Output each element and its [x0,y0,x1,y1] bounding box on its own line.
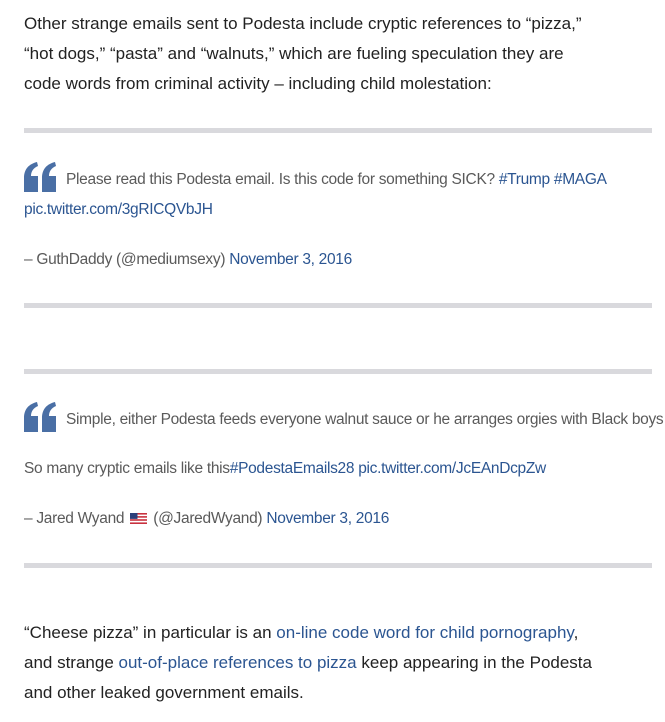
outro-text: , [573,623,579,642]
intro-line-3: code words from criminal activity – including child molestation: [24,74,492,93]
intro-paragraph [24,9,658,99]
tweet-2-text: Simple, either Podesta feeds everyone walnut sauce or he arranges orgies with Black boys [66,411,664,428]
tweet-1-date-link[interactable]: November 3, 2016 [229,251,352,268]
pizza-references-link[interactable]: out-of-place references to pizza [118,653,357,672]
tweet-2-text-2: So many cryptic emails like this [24,460,230,477]
divider [24,563,652,568]
tweet-1-attribution [24,250,352,270]
embedded-tweet-1 [24,160,652,275]
intro-line-1: Other strange emails sent to Podesta include cryptic references to “pizza,” [24,14,582,33]
outro-line-2 [24,648,658,678]
child-pornography-code-link[interactable]: on-line code word for child pornography [276,623,574,642]
tweet-2-handle: (@JaredWyand) [153,510,263,527]
divider [24,369,652,374]
outro-text: and strange [24,653,119,672]
hashtag-link[interactable]: #MAGA [553,171,607,188]
tweet-2-date-link[interactable]: November 3, 2016 [266,510,390,527]
quote-icon [24,162,56,192]
outro-text: keep appearing in the Podesta [356,653,592,672]
us-flag-icon [130,513,147,524]
tweet-1-text: Please read this Podesta email. Is this code for something SICK? [66,171,495,188]
tweet-2-author: – Jared Wyand [24,510,125,527]
tweet-2-line-2 [24,459,546,479]
tweet-1-author: – GuthDaddy (@mediumsexy) [24,251,226,268]
intro-line-2: “hot dogs,” “pasta” and “walnuts,” which are fueling speculation they are [24,44,564,63]
outro-line-3: and other leaked government emails. [24,683,304,702]
tweet-2-attribution [24,509,389,529]
hashtag-link[interactable]: #Trump [498,171,550,188]
tweet-1-pic-link[interactable]: pic.twitter.com/3gRICQVbJH [24,201,213,218]
embedded-tweet-2 [24,400,664,535]
divider [24,128,652,133]
outro-text: “Cheese pizza” in particular is an [24,623,277,642]
tweet-2-pic-link[interactable]: pic.twitter.com/JcEAnDcpZw [358,460,546,477]
outro-paragraph [24,618,658,708]
outro-line-1 [24,618,658,648]
quote-icon [24,402,56,432]
tweet-1-text-line [66,170,607,190]
hashtag-link[interactable]: #PodestaEmails28 [229,460,355,477]
divider [24,303,652,308]
